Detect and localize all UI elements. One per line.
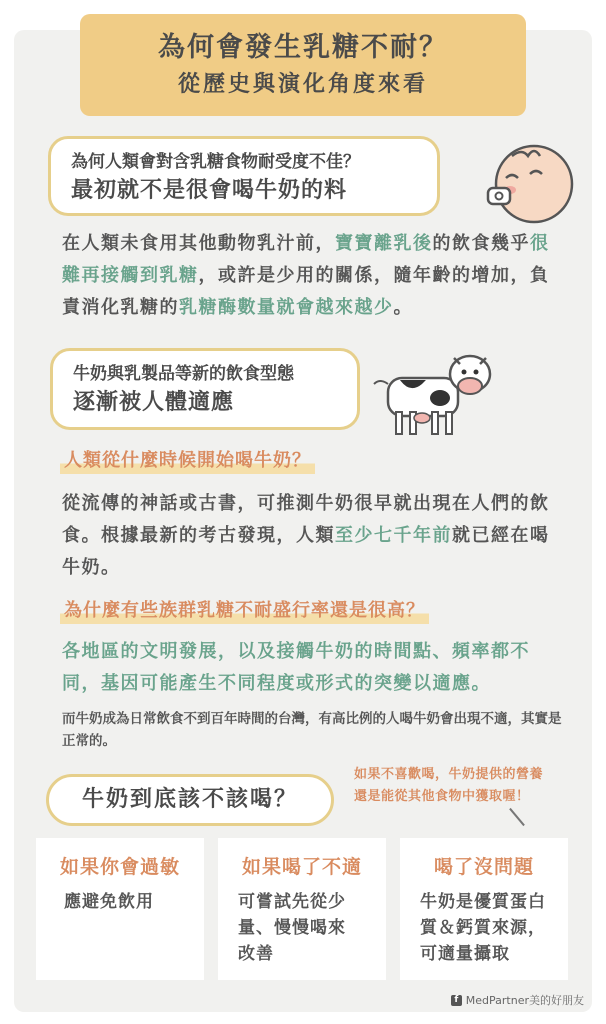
question-heading-1: 人類從什麼時候開始喝牛奶？: [60, 446, 315, 474]
highlight-text: 寶寶離乳後: [335, 233, 433, 254]
section1-bubble: [48, 136, 440, 216]
section2-bubble: [50, 348, 360, 430]
option-card-allergy: [36, 838, 204, 980]
option-line: 可適量攝取: [420, 944, 510, 964]
highlight-text: 乳糖酶數量就會越來越少: [179, 297, 394, 318]
option-line: 可嘗試先從少: [238, 892, 346, 912]
page-subtitle: 從歷史與演化角度來看: [177, 72, 428, 97]
option-title: 喝了沒問題: [433, 856, 534, 878]
option-card-discomfort: [218, 838, 386, 980]
text-segment: 就已經在喝牛奶。: [62, 525, 550, 578]
text-segment: 的飲食幾乎: [432, 233, 530, 254]
side-note-line: 如果不喜歡喝，牛奶提供的營養: [354, 767, 544, 782]
text-segment: 從流傳的神話或古書，可推測牛奶很早就出現在人們的飲食。根據最新的考古發現，人類: [62, 493, 550, 546]
highlight-text: 至少七千年前: [335, 525, 452, 546]
highlight-text: 很難再接觸到乳糖: [62, 233, 550, 286]
question-heading-2: 為什麼有些族群乳糖不耐盛行率還是很高？: [60, 596, 429, 624]
option-card-no-problem: [400, 838, 568, 980]
section2-answer: 各地區的文明發展，以及接觸牛奶的時間點、頻率都不同，基因可能產生不同程度或形式的突變以適應。: [62, 641, 530, 694]
option-body: [400, 889, 568, 967]
facebook-icon: f: [451, 995, 462, 1006]
option-line: 牛奶是優質蛋白: [420, 892, 546, 912]
option-line: 改善: [238, 944, 274, 964]
baby-face-icon: [482, 138, 582, 228]
section1-heading: 最初就不是很會喝牛奶的料: [71, 178, 348, 203]
page-title: 為何會發生乳糖不耐？: [158, 32, 448, 63]
section1-question: 為何人類會對含乳糖食物耐受度不佳？: [71, 152, 360, 172]
option-line: 應避免飲用: [64, 892, 154, 912]
text-segment: ，或許是少用的關係，隨年齡的增加，負責消化乳糖的: [62, 265, 550, 318]
option-line: 量、慢慢喝來: [238, 918, 346, 938]
title-banner: [80, 14, 526, 116]
section2-heading: 逐漸被人體適應: [73, 390, 235, 415]
section2-subheading: 牛奶與乳製品等新的飲食型態: [73, 364, 294, 384]
text-segment: 。: [393, 297, 413, 318]
option-body: [218, 889, 386, 967]
cow-icon: [370, 350, 500, 440]
text-segment: 在人類未食用其他動物乳汁前，: [62, 233, 335, 254]
section2-note: 而牛奶成為日常飲食不到百年時間的台灣，有高比例的人喝牛奶會出現不適，其實是正常的。: [62, 711, 562, 749]
side-note: [354, 764, 584, 808]
option-line: 質＆鈣質來源，: [420, 918, 546, 938]
option-title: 如果你會過敏: [59, 856, 180, 878]
section1-paragraph: [62, 228, 562, 324]
footer-brand: [451, 992, 584, 1008]
option-body: [36, 889, 204, 915]
option-title: 如果喝了不適: [241, 856, 362, 878]
section3-bubble: 牛奶到底該不該喝？: [46, 774, 334, 826]
side-note-line: 還是能從其他食物中獲取喔！: [354, 789, 530, 804]
brand-name: MedPartner美的好朋友: [465, 994, 584, 1007]
section2-paragraph: [62, 488, 562, 584]
